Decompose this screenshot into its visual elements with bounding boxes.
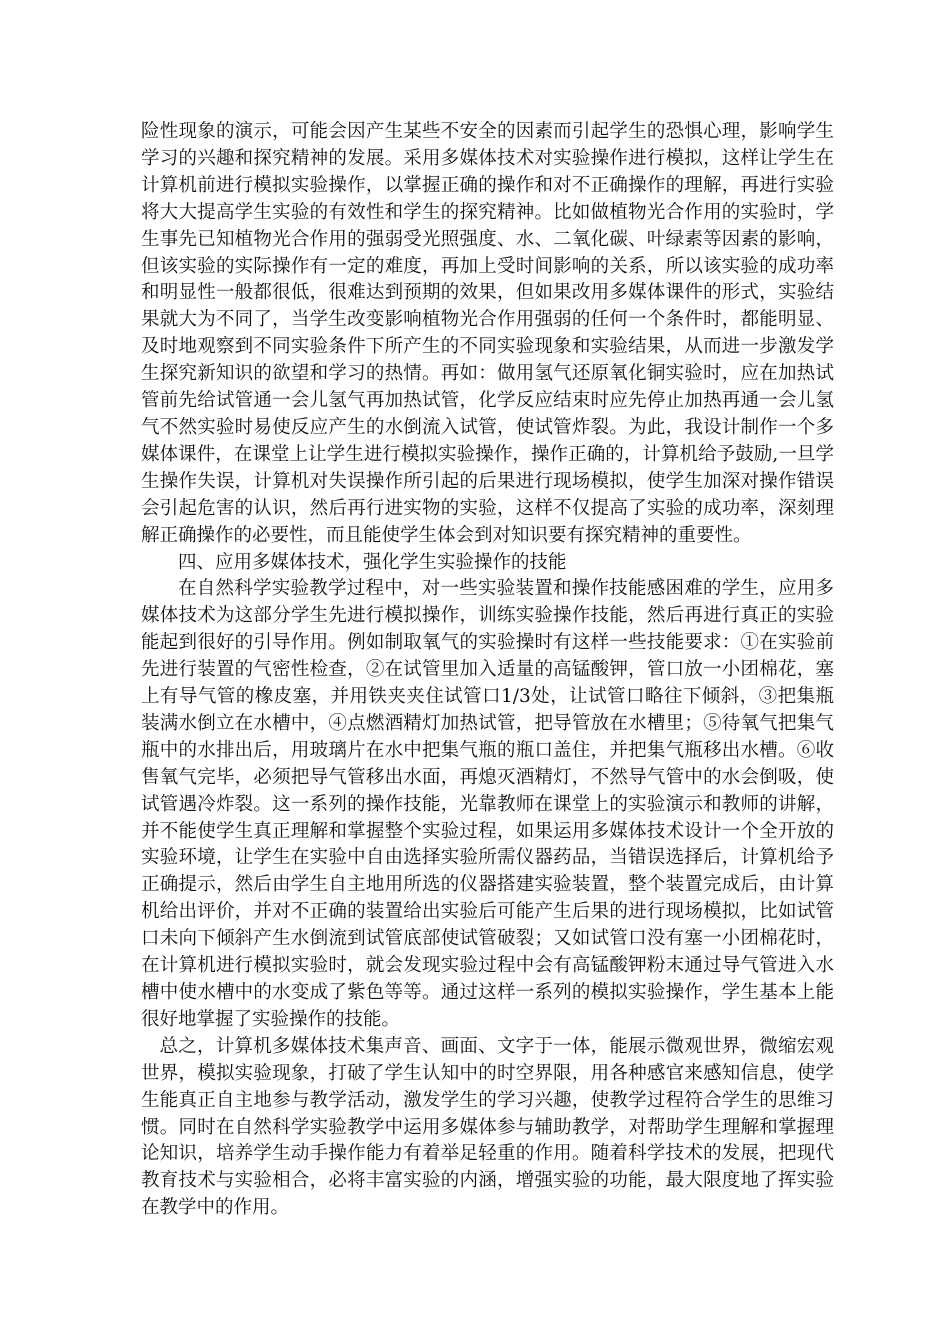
document-page — [141, 119, 834, 1222]
paragraph-body: 在自然科学实验教学过程中，对一些实验装置和操作技能感困难的学生，应用多媒体技术为这部分学生先进行模拟操作，训练实验操作技能，然后再进行真正的实验能起到很好的引导作用。例如制取氧气的实验操时有这样一些技能要求：①在实验前先进行装置的气密性检查，②在试管里加入适量的高锰酸钾，管口放一小团棉花，塞上有导气管的橡皮塞，并用铁夹夹住试管口1/3处，让试管口略往下倾斜，③把集瓶装满水倒立在水槽中，④点燃酒精灯加热试管，把导管放在水槽里；⑤待氧气把集气瓶中的水排出后，用玻璃片在水中把集气瓶的瓶口盖住，并把集气瓶移出水槽。⑥收售氧气完毕，必须把导气管移出水面，再熄灭酒精灯，不然导气管中的水会倒吸，使试管遇冷炸裂。这一系列的操作技能，光靠教师在课堂上的实验演示和教师的讲解，并不能使学生真正理解和掌握整个实验过程，如果运用多媒体技术设计一个全开放的实验环境，让学生在实验中自由选择实验所需仪器药品，当错误选择后，计算机给予正确提示，然后由学生自主地用所选的仪器搭建实验装置，整个装置完成后，由计算机给出评价，并对不正确的装置给出实验后可能产生后果的进行现场模拟，比如试管口未向下倾斜产生水倒流到试管底部使试管破裂；又如试管口没有塞一小团棉花时，在计算机进行模拟实验时，就会发现实验过程中会有高锰酸钾粉末通过导气管进入水槽中使水槽中的水变成了紫色等等。通过这样一系列的模拟实验操作，学生基本上能很好地掌握了实验操作的技能。 — [141, 578, 834, 1030]
section-heading: 四、应用多媒体技术，强化学生实验操作的技能 — [178, 551, 567, 573]
paragraph-continuation: 险性现象的演示，可能会因产生某些不安全的因素而引起学生的恐惧心理，影响学生学习的兴趣和探究精神的发展。采用多媒体技术对实验操作进行模拟，这样让学生在计算机前进行模拟实验操作，以掌握正确的操作和对不正确操作的理解，再进行实验将大大提高学生实验的有效性和学生的探究精神。比如做植物光合作用的实验时，学生事先已知植物光合作用的强弱受光照强度、水、二氧化碳、叶绿素等因素的影响，但该实验的实际操作有一定的难度，再加上受时间影响的关系，所以该实验的成功率和明显性一般都很低，很难达到预期的效果，但如果改用多媒体课件的形式，实验结果就大为不同了，当学生改变影响植物光合作用强弱的任何一个条件时，都能明显、及时地观察到不同实验条件下所产生的不同实验现象和实验结果，从而进一步激发学生探究新知识的欲望和学习的热情。再如：做用氢气还原氧化铜实验时，应在加热试管前先给试管通一会儿氢气再加热试管，化学反应结束时应先停止加热再通一会儿氢气不然实验时易使反应产生的水倒流入试管，使试管炸裂。为此，我设计制作一个多媒体课件，在课堂上让学生进行模拟实验操作，操作正确的，计算机给予鼓励,一旦学生操作失误，计算机对失误操作所引起的后果进行现场模拟，使学生加深对操作错误会引起危害的认识，然后再行进实物的实验，这样不仅提高了实验的成功率，深刻理解正确操作的必要性，而且能使学生体会到对知识要有探究精神的重要性。 — [141, 121, 834, 546]
paragraph-conclusion: 总之，计算机多媒体技术集声音、画面、文字于一体，能展示微观世界，微缩宏观世界，模拟实验现象，打破了学生认知中的时空界限，用各种感官来感知信息，使学生能真正自主地参与教学活动，激发学生的学习兴趣，使教学过程符合学生的思维习惯。同时在自然科学实验教学中运用多媒体参与辅助教学，对帮助学生理解和掌握理论知识，培养学生动手操作能力有着举足轻重的作用。随着科学技术的发展，把现代教育技术与实验相合，必将丰富实验的内涵，增强实验的功能，最大限度地了挥实验在教学中的作用。 — [141, 1035, 834, 1219]
